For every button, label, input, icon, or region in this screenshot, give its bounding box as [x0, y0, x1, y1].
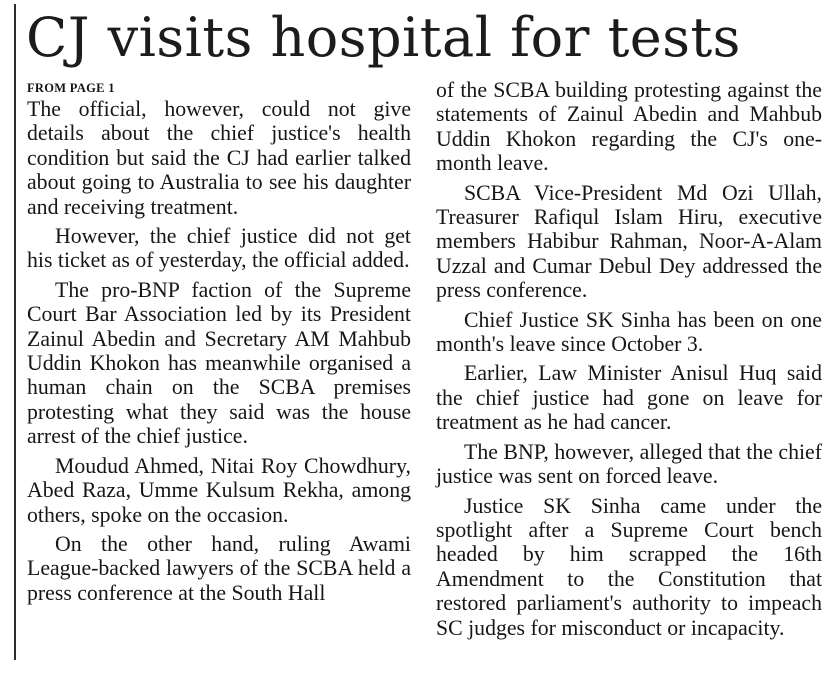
paragraph: The BNP, however, alleged that the chief justice was sent on forced leave.: [436, 439, 822, 489]
column-rule: [14, 4, 16, 660]
paragraph: SCBA Vice-President Md Ozi Ullah, Treasurer Rafiqul Islam Hiru, executive members Habibur Rahman, Noor-A-Alam Uzzal and Cumar Debul Dey addressed the press conference.: [436, 180, 822, 303]
paragraph: On the other hand, ruling Awami League-backed lawyers of the SCBA held a press conference at the South Hall: [27, 531, 411, 605]
paragraph: The pro-BNP faction of the Supreme Court Bar Association led by its President Zainul Abedin and Secretary AM Mahbub Uddin Khokon has meanwhile organised a human chain on the SCBA premises protesting what they said was the house arrest of the chief justice.: [27, 277, 411, 449]
right-column: [436, 78, 822, 645]
paragraph: of the SCBA building protesting against the statements of Zainul Abedin and Mahbub Uddin Khokon regarding the CJ's one-month leave.: [436, 78, 822, 176]
paragraph: However, the chief justice did not get his ticket as of yesterday, the official added.: [27, 224, 411, 273]
left-column: [27, 80, 411, 610]
paragraph: The official, however, could not give details about the chief justice's health condition but said the CJ had earlier talked about going to Australia to see his daughter and receiving treatment.: [27, 97, 411, 219]
from-page-kicker: FROM PAGE 1: [27, 81, 115, 95]
paragraph: Earlier, Law Minister Anisul Huq said the chief justice had gone on leave for treatment as he had cancer.: [436, 361, 822, 435]
paragraph: Chief Justice SK Sinha has been on one month's leave since October 3.: [436, 307, 822, 357]
headline: CJ visits hospital for tests: [26, 6, 741, 69]
paragraph: Justice SK Sinha came under the spotlight after a Supreme Court bench headed by him scrapped the 16th Amendment to the Constitution that restored parliament's authority to impeach SC judges for misconduct or incapacity.: [436, 493, 822, 640]
paragraph: Moudud Ahmed, Nitai Roy Chowdhury, Abed Raza, Umme Kulsum Rekha, among others, spoke on the occasion.: [27, 453, 411, 527]
